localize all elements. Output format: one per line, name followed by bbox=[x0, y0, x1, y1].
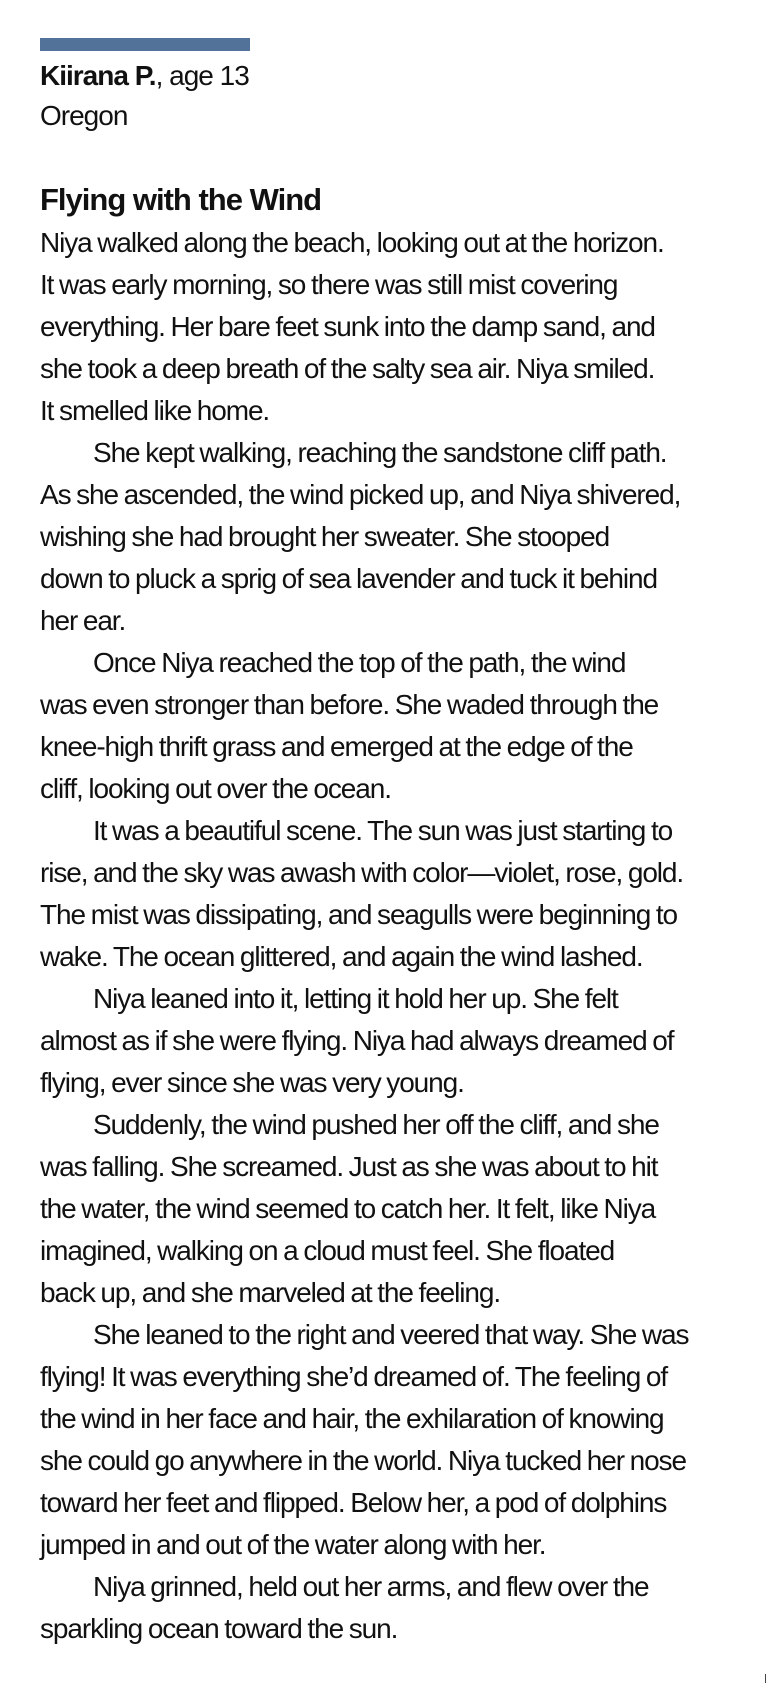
text-line: Once Niya reached the top of the path, the wind bbox=[93, 647, 626, 678]
paragraph bbox=[40, 1314, 740, 1566]
paragraph bbox=[40, 978, 740, 1104]
text-line: It smelled like home. bbox=[40, 395, 270, 426]
text-line: Niya grinned, held out her arms, and flew over the bbox=[93, 1571, 649, 1602]
text-line: It was early morning, so there was still mist covering bbox=[40, 269, 618, 300]
author-line bbox=[40, 56, 249, 96]
accent-bar bbox=[40, 38, 250, 51]
text-line: she could go anywhere in the world. Niya tucked her nose bbox=[40, 1445, 686, 1476]
text-line: almost as if she were flying. Niya had always dreamed of bbox=[40, 1025, 674, 1056]
byline bbox=[40, 56, 249, 136]
text-line: knee-high thrift grass and emerged at the edge of the bbox=[40, 731, 633, 762]
text-line: flying, ever since she was very young. bbox=[40, 1067, 464, 1098]
text-line: It was a beautiful scene. The sun was just starting to bbox=[93, 815, 673, 846]
text-line: Niya leaned into it, letting it hold her up. She felt bbox=[93, 983, 618, 1014]
text-line: The mist was dissipating, and seagulls were beginning to bbox=[40, 899, 678, 930]
text-line: jumped in and out of the water along with her. bbox=[40, 1529, 546, 1560]
author-age: , age 13 bbox=[155, 60, 249, 91]
text-line: imagined, walking on a cloud must feel. She floated bbox=[40, 1235, 615, 1266]
story-title: Flying with the Wind bbox=[40, 182, 322, 217]
text-line: wake. The ocean glittered, and again the wind lashed. bbox=[40, 941, 643, 972]
text-line: sparkling ocean toward the sun. bbox=[40, 1613, 398, 1644]
text-line: back up, and she marveled at the feeling. bbox=[40, 1277, 501, 1308]
text-line: toward her feet and flipped. Below her, a pod of dolphins bbox=[40, 1487, 667, 1518]
text-line: down to pluck a sprig of sea lavender and tuck it behind bbox=[40, 563, 657, 594]
text-line: She kept walking, reaching the sandstone cliff path. bbox=[93, 437, 667, 468]
text-line: the water, the wind seemed to catch her. It felt, like Niya bbox=[40, 1193, 656, 1224]
paragraph bbox=[40, 1566, 740, 1650]
text-line: was even stronger than before. She waded through the bbox=[40, 689, 659, 720]
text-line: She leaned to the right and veered that way. She was bbox=[93, 1319, 689, 1350]
paragraph bbox=[40, 222, 740, 432]
paragraph bbox=[40, 810, 740, 978]
author-location: Oregon bbox=[40, 100, 128, 131]
text-line: she took a deep breath of the salty sea air. Niya smiled. bbox=[40, 353, 655, 384]
text-line: Suddenly, the wind pushed her off the cliff, and she bbox=[93, 1109, 659, 1140]
author-name: Kiirana P. bbox=[40, 60, 156, 91]
text-line: was falling. She screamed. Just as she was about to hit bbox=[40, 1151, 658, 1182]
text-line: rise, and the sky was awash with color—violet, rose, gold. bbox=[40, 857, 684, 888]
story-body bbox=[40, 222, 740, 1650]
text-line: everything. Her bare feet sunk into the damp sand, and bbox=[40, 311, 655, 342]
text-line: her ear. bbox=[40, 605, 126, 636]
text-line: wishing she had brought her sweater. She stooped bbox=[40, 521, 610, 552]
text-line: cliff, looking out over the ocean. bbox=[40, 773, 391, 804]
paragraph bbox=[40, 642, 740, 810]
text-line: the wind in her face and hair, the exhilaration of knowing bbox=[40, 1403, 664, 1434]
paragraph bbox=[40, 432, 740, 642]
text-line: Niya walked along the beach, looking out at the horizon. bbox=[40, 227, 664, 258]
paragraph bbox=[40, 1104, 740, 1314]
text-line: flying! It was everything she’d dreamed of. The feeling of bbox=[40, 1361, 668, 1392]
page-edge-mark bbox=[765, 1674, 766, 1683]
text-line: As she ascended, the wind picked up, and Niya shivered, bbox=[40, 479, 681, 510]
